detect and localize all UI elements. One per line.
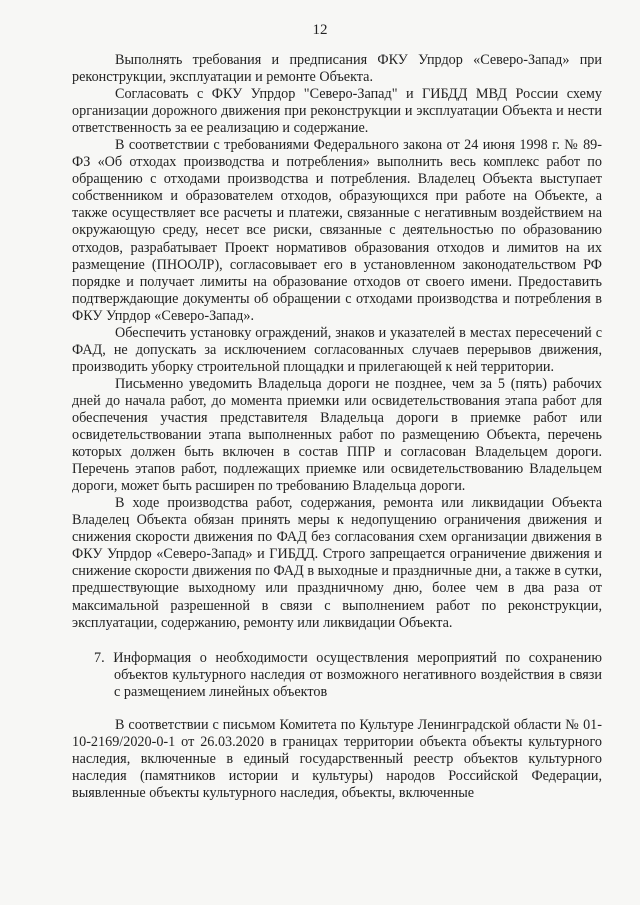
paragraph-cultural-heritage: В соответствии с письмом Комитета по Культуре Ленинградской области № 01-10-2169/2020-0-1 от 26.03.2020 в границах территории объекта объекты культурного наследия, включенные в единый государственный реестр объектов культурного наследия (памятников истории и культуры) народов Российской Федерации, выявленные объекты культурного наследия, объекты, включенные <box>72 716 602 801</box>
document-body <box>72 52 602 802</box>
paragraph-traffic-scheme: Согласовать с ФКУ Упрдор "Северо-Запад" и ГИБДД МВД России схему организации дорожного движения при реконструкции и эксплуатации Объекта и нести ответственность за ее реализацию и содержание. <box>72 86 602 137</box>
paragraph-waste: В соответствии с требованиями Федерального закона от 24 июня 1998 г. № 89-ФЗ «Об отходах производства и потребления» выполнить весь комплекс работ по обращению с отходами производства и потребления. Владелец Объекта выступает собственником и образователем отходов, образующихся при работе на Объекте, а также осуществляет все расчеты и платежи, связанные с негативным воздействием на окружающую среду, несет все риски, связанные с деятельностью по образованию отходов, разрабатывает Проект нормативов образования отходов и лимитов на их размещение (ПНООЛР), согласовывает его в установленном законодательством РФ порядке и получает лимиты на образование отходов от своего имени. Предоставить подтверждающие документы об обращении с отходами производства и потребления в ФКУ Упрдор «Северо-Запад». <box>72 137 602 324</box>
paragraph-requirements: Выполнять требования и предписания ФКУ Упрдор «Северо-Запад» при реконструкции, эксплуатации и ремонте Объекта. <box>72 52 602 86</box>
section-heading: 7. Информация о необходимости осуществления мероприятий по сохранению объектов культурного наследия от возможного негативного воздействия в связи с размещением линейных объектов <box>94 649 602 700</box>
paragraph-fencing: Обеспечить установку ограждений, знаков и указателей в местах пересечений с ФАД, не допускать за исключением согласованных случаев перерывов движения, производить уборку строительной площадки и прилегающей к ней территории. <box>72 324 602 375</box>
paragraph-notification: Письменно уведомить Владельца дороги не позднее, чем за 5 (пять) рабочих дней до начала работ, до момента приемки или освидетельствования этапа работ для обеспечения участия представителя Владельца дороги в приемке работ или освидетельствовании этапа выполненных работ по размещению Объекта, перечень которых должен быть включен в состав ППР и согласован Владельцем дороги. Перечень этапов работ, подлежащих приемке или освидетельствованию Владельцем дороги, может быть расширен по требованию Владельца дороги. <box>72 375 602 495</box>
paragraph-traffic-restrictions: В ходе производства работ, содержания, ремонта или ликвидации Объекта Владелец Объекта обязан принять меры к недопущению ограничения движения и снижения скорости движения по ФАД без согласования схем организации движения в ФКУ Упрдор «Северо-Запад» и ГИБДД. Строго запрещается ограничение движения и снижение скорости движения по ФАД в выходные и праздничные дни, а также в сутки, предшествующие выходному или праздничному дню, более чем в два раза от максимальной разрешенной в связи с выполнением работ по реконструкции, эксплуатации, содержанию, ремонту или ликвидации Объекта. <box>72 495 602 631</box>
page-number: 12 <box>312 22 328 38</box>
